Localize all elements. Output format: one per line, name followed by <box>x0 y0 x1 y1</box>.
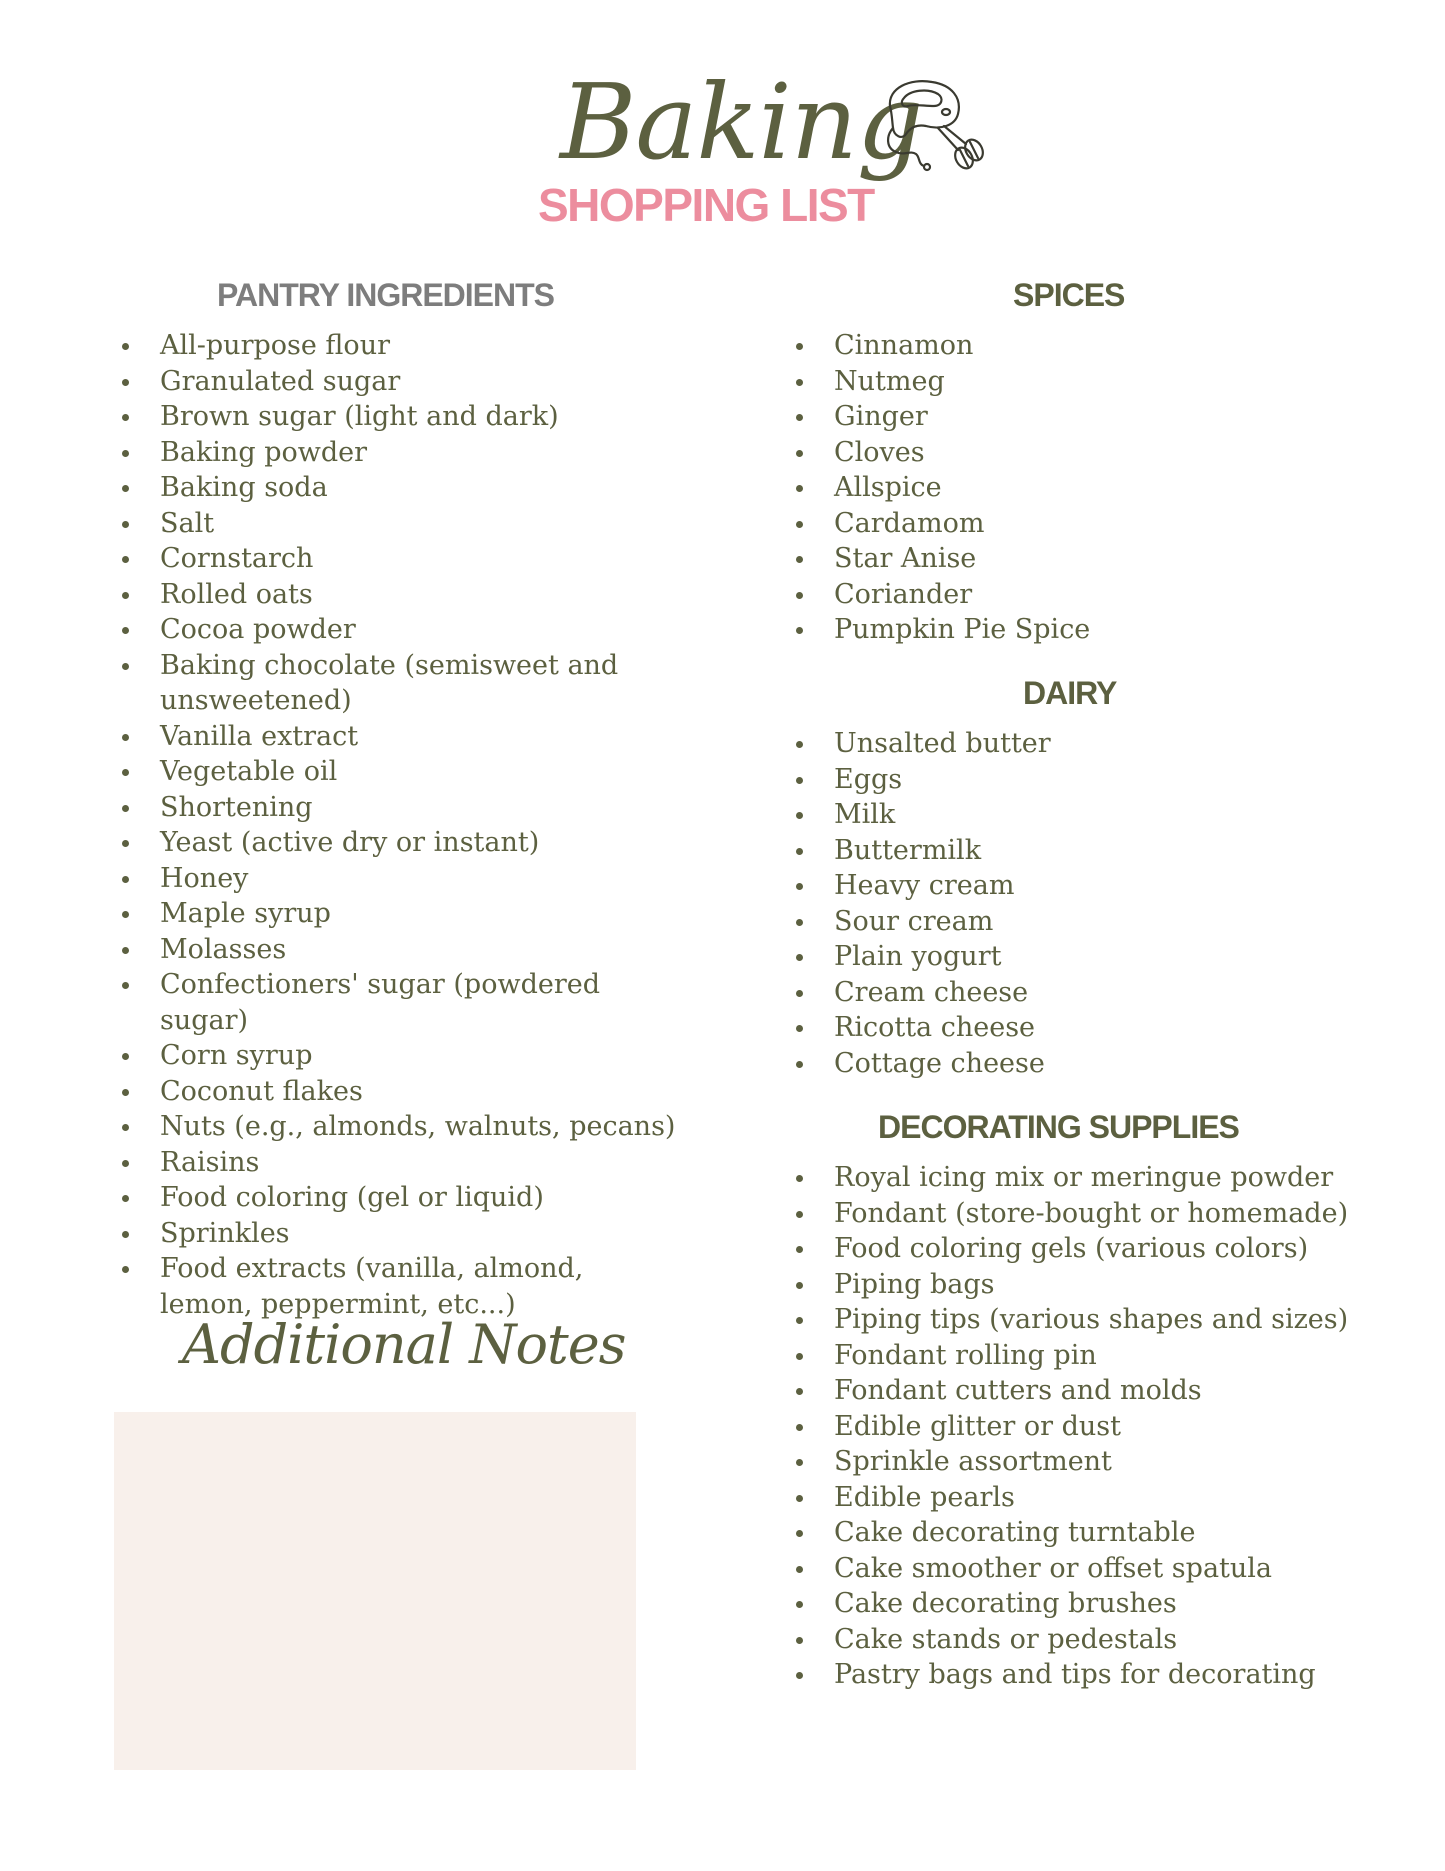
list-item: Yeast (active dry or instant) <box>122 825 682 861</box>
spices-list <box>796 328 1356 648</box>
list-item: Vanilla extract <box>122 719 682 755</box>
list-item: Cardamom <box>796 506 1356 542</box>
title-shopping-list: SHOPPING LIST <box>538 179 874 231</box>
list-item: Piping tips (various shapes and sizes) <box>796 1302 1396 1338</box>
heading-dairy: DAIRY <box>1023 675 1117 711</box>
list-item: Unsalted butter <box>796 726 1356 762</box>
list-item: Nutmeg <box>796 364 1356 400</box>
additional-notes-title: Additional Notes <box>182 1313 626 1376</box>
list-item: Cloves <box>796 435 1356 471</box>
list-item: Baking chocolate (semisweet and unsweetened) <box>122 648 682 719</box>
list-item: Sprinkles <box>122 1216 682 1252</box>
list-item: Coriander <box>796 577 1356 613</box>
list-item: Baking powder <box>122 435 682 471</box>
list-item: Cake stands or pedestals <box>796 1622 1396 1658</box>
list-item: Fondant cutters and molds <box>796 1373 1396 1409</box>
dairy-list <box>796 726 1356 1081</box>
list-item: Cream cheese <box>796 975 1356 1011</box>
heading-pantry-ingredients: PANTRY INGREDIENTS <box>217 277 554 313</box>
list-item: Pumpkin Pie Spice <box>796 612 1356 648</box>
list-item: Brown sugar (light and dark) <box>122 399 682 435</box>
list-item: Cottage cheese <box>796 1046 1356 1082</box>
list-item: Confectioners' sugar (powdered sugar) <box>122 967 682 1038</box>
list-item: Fondant rolling pin <box>796 1338 1396 1374</box>
list-item: Honey <box>122 861 682 897</box>
list-item: Baking soda <box>122 470 682 506</box>
list-item: Corn syrup <box>122 1038 682 1074</box>
list-item: Sour cream <box>796 904 1356 940</box>
list-item: Piping bags <box>796 1267 1396 1303</box>
list-item: Vegetable oil <box>122 754 682 790</box>
list-item: Star Anise <box>796 541 1356 577</box>
list-item: Food coloring gels (various colors) <box>796 1231 1396 1267</box>
list-item: Pastry bags and tips for decorating <box>796 1657 1396 1693</box>
list-item: Fondant (store-bought or homemade) <box>796 1196 1396 1232</box>
list-item: Food extracts (vanilla, almond, lemon, peppermint, etc...) <box>122 1251 682 1322</box>
list-item: Coconut flakes <box>122 1074 682 1110</box>
list-item: Ginger <box>796 399 1356 435</box>
list-item: Cake decorating brushes <box>796 1586 1396 1622</box>
list-item: Cornstarch <box>122 541 682 577</box>
heading-decorating-supplies: DECORATING SUPPLIES <box>878 1109 1239 1145</box>
list-item: Food coloring (gel or liquid) <box>122 1180 682 1216</box>
heading-spices: SPICES <box>1013 277 1125 313</box>
hand-mixer-icon <box>880 74 998 174</box>
list-item: Rolled oats <box>122 577 682 613</box>
list-item: Cake decorating turntable <box>796 1515 1396 1551</box>
list-item: Plain yogurt <box>796 939 1356 975</box>
list-item: Buttermilk <box>796 833 1356 869</box>
list-item: Heavy cream <box>796 868 1356 904</box>
list-item: Eggs <box>796 762 1356 798</box>
list-item: All-purpose flour <box>122 328 682 364</box>
title-baking-script: Baking <box>560 61 923 183</box>
notes-box[interactable] <box>114 1412 636 1770</box>
list-item: Edible pearls <box>796 1480 1396 1516</box>
decorating-list <box>796 1160 1396 1693</box>
list-item: Cinnamon <box>796 328 1356 364</box>
list-item: Sprinkle assortment <box>796 1444 1396 1480</box>
list-item: Maple syrup <box>122 896 682 932</box>
pantry-list <box>122 328 682 1322</box>
list-item: Raisins <box>122 1145 682 1181</box>
list-item: Shortening <box>122 790 682 826</box>
list-item: Cake smoother or offset spatula <box>796 1551 1396 1587</box>
list-item: Milk <box>796 797 1356 833</box>
list-item: Edible glitter or dust <box>796 1409 1396 1445</box>
list-item: Cocoa powder <box>122 612 682 648</box>
list-item: Granulated sugar <box>122 364 682 400</box>
list-item: Molasses <box>122 932 682 968</box>
list-item: Ricotta cheese <box>796 1010 1356 1046</box>
list-item: Allspice <box>796 470 1356 506</box>
list-item: Royal icing mix or meringue powder <box>796 1160 1396 1196</box>
list-item: Nuts (e.g., almonds, walnuts, pecans) <box>122 1109 682 1145</box>
list-item: Salt <box>122 506 682 542</box>
